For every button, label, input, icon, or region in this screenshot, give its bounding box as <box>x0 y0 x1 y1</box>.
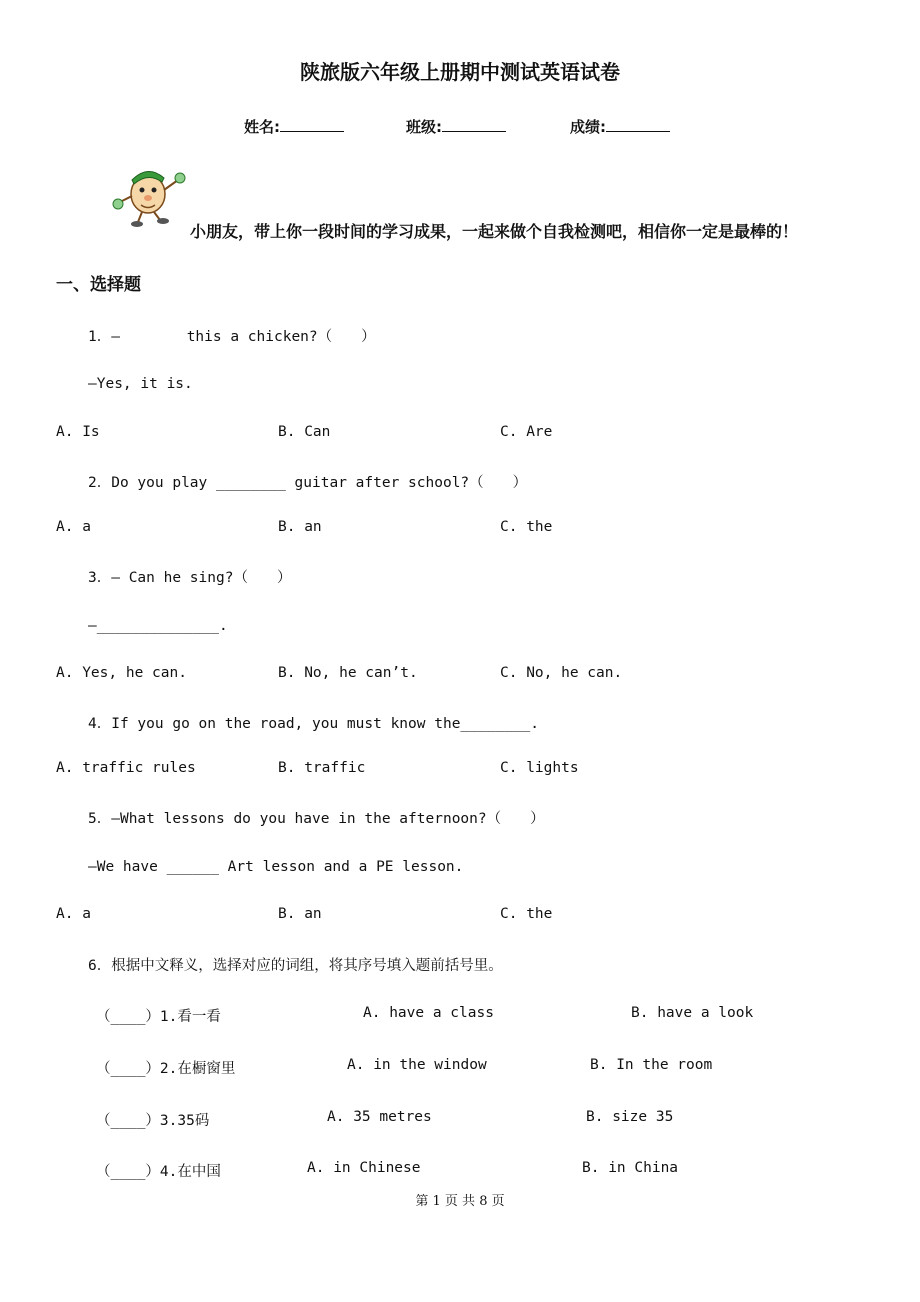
question-3-option-b[interactable]: B. No, he can’t. <box>278 665 418 681</box>
q6-item-4-option-a: A. in Chinese <box>307 1160 421 1176</box>
question-1-option-c[interactable]: C. Are <box>500 424 553 440</box>
q6-item-2-option-b: B. In the room <box>590 1057 713 1073</box>
name-blank[interactable] <box>280 117 344 132</box>
question-1-option-b[interactable]: B. Can <box>278 424 331 440</box>
encouragement-text: 小朋友，带上你一段时间的学习成果，一起来做个自我检测吧，相信你一定是最棒的！ <box>190 222 799 241</box>
question-3-option-a[interactable]: A. Yes, he can. <box>56 665 187 681</box>
q6-item-3-option-a: A. 35 metres <box>327 1109 432 1125</box>
question-1-stem: 1．— this a chicken?（ ） <box>88 329 376 345</box>
question-5-option-c[interactable]: C. the <box>500 906 553 922</box>
question-1-answer-line: —Yes, it is. <box>88 376 193 392</box>
question-2-option-b[interactable]: B. an <box>278 519 322 535</box>
question-4-option-a[interactable]: A. traffic rules <box>56 760 196 776</box>
section-heading-choice: 一、选择题 <box>56 275 141 295</box>
q6-item-4-option-b: B. in China <box>582 1160 679 1176</box>
q6-item-1-option-b: B. have a look <box>631 1005 754 1021</box>
question-3-stem: 3．— Can he sing?（ ） <box>88 570 292 586</box>
page-title: 陕旅版六年级上册期中测试英语试卷 <box>300 60 620 84</box>
q6-item-2-option-a: A. in the window <box>347 1057 487 1073</box>
q6-item-4-prompt[interactable]: （____）4.在中国 <box>96 1164 221 1180</box>
question-3-option-c[interactable]: C. No, he can. <box>500 665 623 681</box>
question-2-option-a[interactable]: A. a <box>56 519 91 535</box>
q6-item-1-prompt[interactable]: （____）1.看一看 <box>96 1009 221 1025</box>
question-2-stem: 2．Do you play ________ guitar after school?（ ） <box>88 475 528 491</box>
mascot-illustration <box>112 160 192 228</box>
question-5-stem: 5．—What lessons do you have in the afternoon?（ ） <box>88 811 545 827</box>
class-label: 班级: <box>406 118 442 136</box>
question-6-stem: 6．根据中文释义，选择对应的词组，将其序号填入题前括号里。 <box>88 958 503 974</box>
question-1-option-a[interactable]: A. Is <box>56 424 100 440</box>
page-footer: 第 1 页 共 8 页 <box>415 1194 505 1209</box>
q6-item-2-prompt[interactable]: （____）2.在橱窗里 <box>96 1061 236 1077</box>
question-5-option-a[interactable]: A. a <box>56 906 91 922</box>
class-field <box>406 116 506 137</box>
class-blank[interactable] <box>442 117 506 132</box>
q6-item-3-prompt[interactable]: （____）3.35码 <box>96 1113 210 1129</box>
name-label: 姓名: <box>244 118 280 136</box>
question-4-option-b[interactable]: B. traffic <box>278 760 366 776</box>
q6-item-3-option-b: B. size 35 <box>586 1109 674 1125</box>
question-5-answer-line: —We have ______ Art lesson and a PE lesson. <box>88 859 464 875</box>
question-4-option-c[interactable]: C. lights <box>500 760 579 776</box>
question-3-answer-line: —______________. <box>88 618 228 634</box>
score-blank[interactable] <box>606 117 670 132</box>
question-5-option-b[interactable]: B. an <box>278 906 322 922</box>
q6-item-1-option-a: A. have a class <box>363 1005 494 1021</box>
question-2-option-c[interactable]: C. the <box>500 519 553 535</box>
score-label: 成绩: <box>570 118 606 136</box>
name-field <box>244 116 344 137</box>
score-field <box>570 116 670 137</box>
question-4-stem: 4．If you go on the road, you must know the________. <box>88 716 539 732</box>
